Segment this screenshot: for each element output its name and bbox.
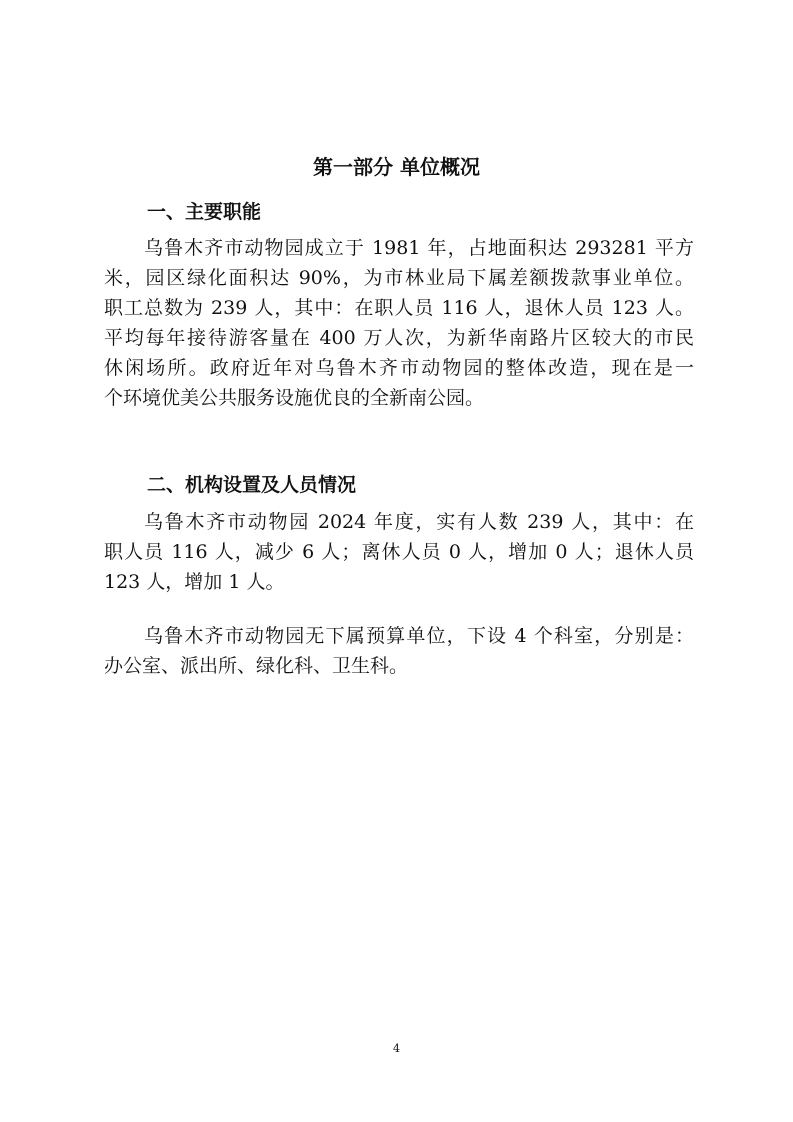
text-line: 职人员 116 人，减少 6 人；离休人员 0 人，增加 0 人；退休人员 [104, 541, 694, 563]
section-heading-main-functions: 一、主要职能 [147, 201, 262, 223]
text-line: 123 人，增加 1 人。 [104, 571, 285, 593]
text-line: 个环境优美公共服务设施优良的全新南公园。 [104, 387, 485, 409]
page-number: 4 [393, 1042, 400, 1055]
text-line: 职工总数为 239 人，其中：在职人员 116 人，退休人员 123 人。 [104, 297, 694, 319]
text-line: 乌鲁木齐市动物园成立于 1981 年，占地面积达 293281 平方 [144, 237, 694, 259]
paragraph-departments [104, 621, 694, 681]
text-line: 办公室、派出所、绿化科、卫生科。 [104, 655, 409, 677]
text-line: 平均每年接待游客量在 400 万人次，为新华南路片区较大的市民 [104, 327, 694, 349]
paragraph-staff-numbers [104, 507, 694, 597]
page-title: 第一部分 单位概况 [313, 155, 480, 179]
paragraph-main-functions [104, 233, 694, 413]
section-heading-organization-staff: 二、机构设置及人员情况 [147, 474, 357, 496]
text-line: 米，园区绿化面积达 90%，为市林业局下属差额拨款事业单位。 [104, 267, 694, 289]
text-line: 乌鲁木齐市动物园无下属预算单位，下设 4 个科室，分别是： [144, 625, 694, 647]
text-line: 休闲场所。政府近年对乌鲁木齐市动物园的整体改造，现在是一 [104, 357, 694, 379]
text-line: 乌鲁木齐市动物园 2024 年度，实有人数 239 人，其中：在 [144, 511, 694, 533]
